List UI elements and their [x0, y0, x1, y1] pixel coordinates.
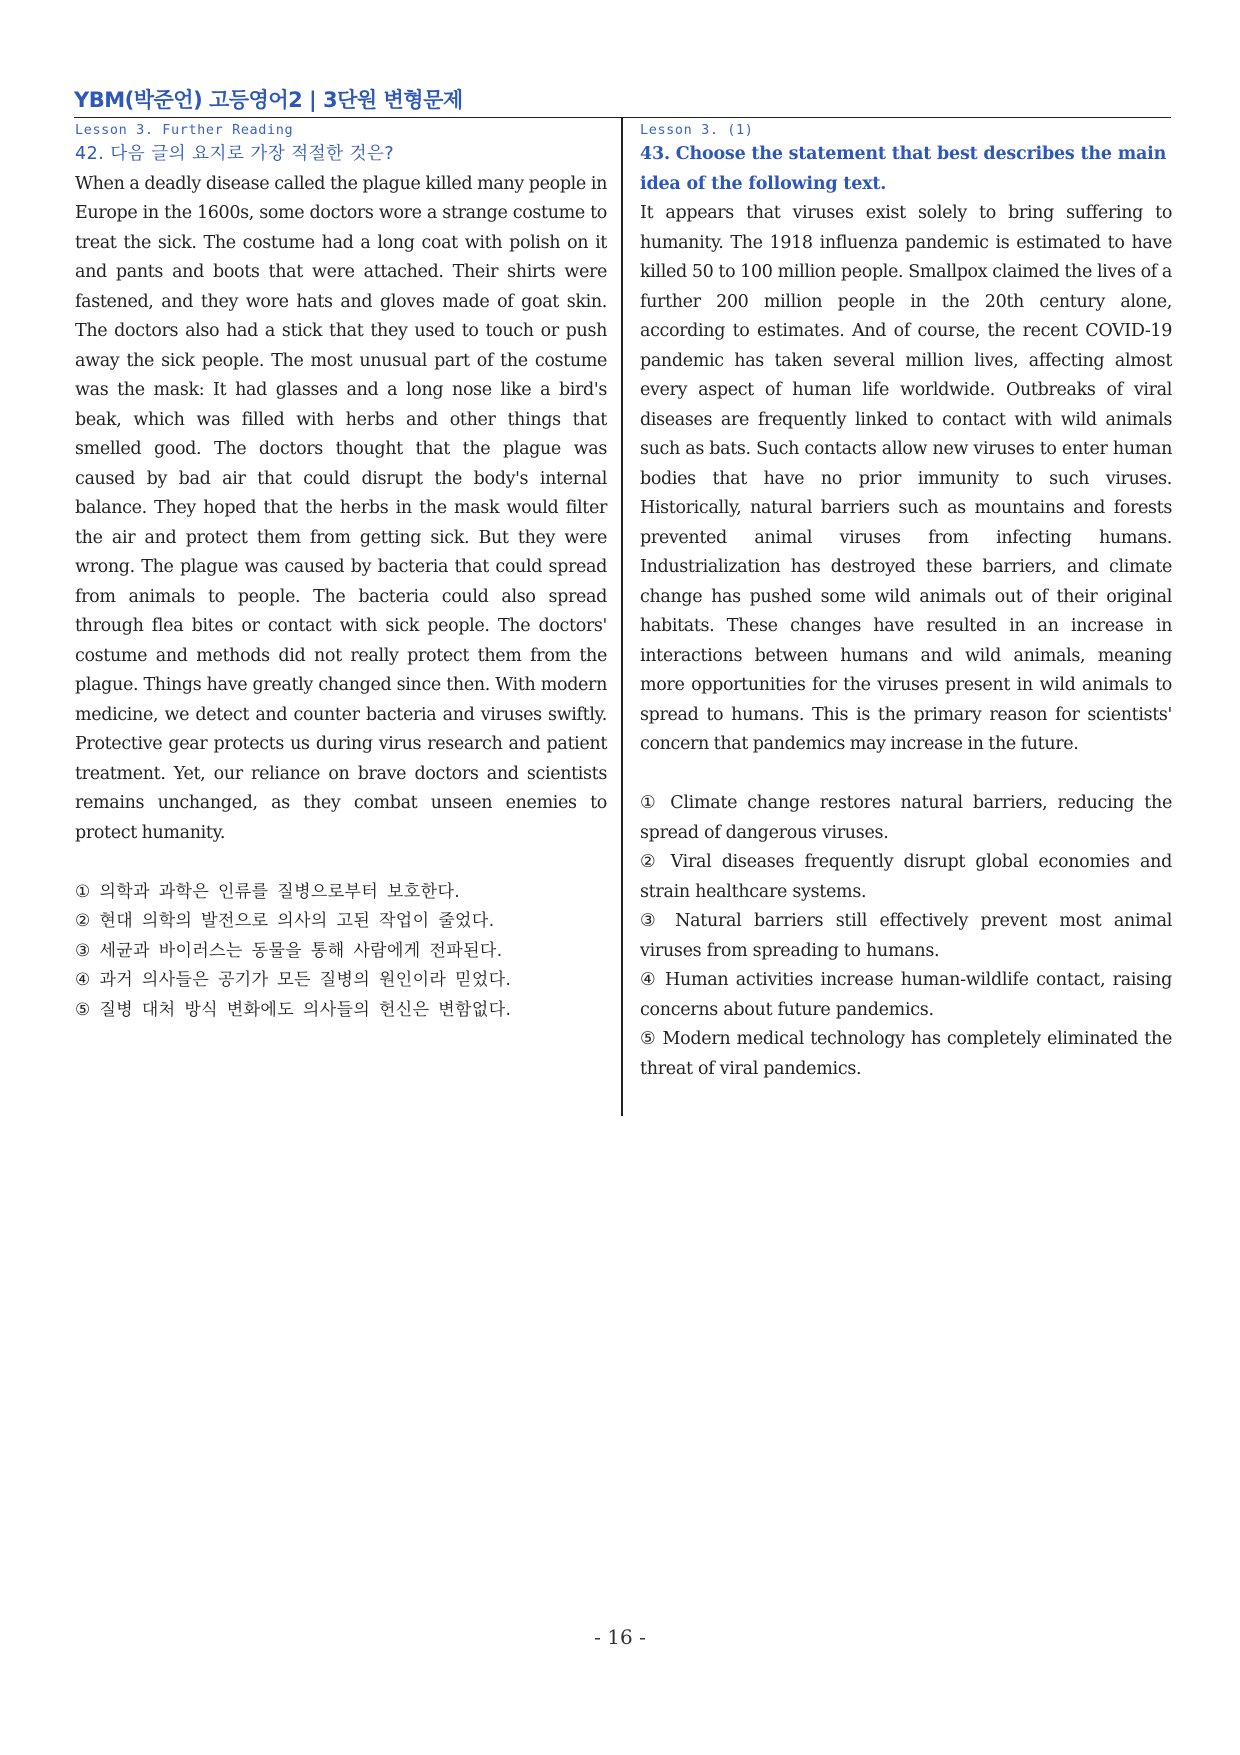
choice-2[interactable]: ② Viral diseases frequently disrupt global economies and strain healthcare systems.: [640, 852, 1172, 902]
choice-5[interactable]: ⑤ Modern medical technology has completely eliminated the threat of viral pandemics.: [640, 1029, 1172, 1079]
question-43-passage: It appears that viruses exist solely to bring suffering to humanity. The 1918 influenza pandemic is estimated to have killed 50 to 100 million people. Smallpox claimed the lives of a further 200 million people in the 20th century alone, according to estimates. And of course, the recent COVID-19 pandemic has taken several million lives, affecting almost every aspect of human life worldwide. Outbreaks of viral diseases are frequently linked to contact with wild animals such as bats. Such contacts allow new viruses to enter human bodies that have no prior immunity to such viruses. Historically, natural barriers such as mountains and forests prevented animal viruses from infecting humans. Industrialization has destroyed these barriers, and climate change has pushed some wild animals out of their original habitats. These changes have resulted in an increase in interactions between humans and wild animals, meaning more opportunities for the viruses present in wild animals to spread to humans. This is the primary reason for scientists' concern that pandemics may increase in the future.: [640, 203, 1172, 754]
choice-4[interactable]: ④ Human activities increase human-wildlife contact, raising concerns about future pandemics.: [640, 970, 1172, 1020]
choice-3[interactable]: ③ 세균과 바이러스는 동물을 통해 사람에게 전파된다.: [75, 940, 503, 961]
choice-1[interactable]: ① Climate change restores natural barriers, reducing the spread of dangerous viruses.: [640, 793, 1172, 843]
question-42-column: [75, 120, 607, 1025]
question-43-title: 43. Choose the statement that best describes the main idea of the following text.: [640, 144, 1167, 194]
question-43-choices: [640, 789, 1172, 1084]
question-43-column: [640, 120, 1172, 1084]
page-title: YBM(박준언) 고등영어2 | 3단원 변형문제: [74, 88, 463, 112]
question-42-choices: [75, 878, 607, 1026]
column-divider: [621, 117, 623, 1116]
question-42-passage: When a deadly disease called the plague killed many people in Europe in the 1600s, some doctors wore a strange costume to treat the sick. The costume had a long coat with polish on it and pants and boots that were attached. Their shirts were fastened, and they wore hats and gloves made of goat skin. The doctors also had a stick that they used to touch or push away the sick people. The most unusual part of the costume was the mask: It had glasses and a long nose like a bird's beak, which was filled with herbs and other things that smelled good. The doctors thought that the plague was caused by bad air that could disrupt the body's internal balance. They hoped that the herbs in the mask would filter the air and protect them from getting sick. But they were wrong. The plague was caused by bacteria that could spread from animals to people. The bacteria could also spread through flea bites or contact with sick people. The doctors' costume and methods did not really protect them from the plague. Things have greatly changed since then. With modern medicine, we detect and counter bacteria and viruses swiftly. Protective gear protects us during virus research and patient treatment. Yet, our reliance on brave doctors and scientists remains unchanged, as they combat unseen enemies to protect humanity.: [75, 173, 607, 843]
lesson-label: Lesson 3. (1): [640, 122, 754, 138]
question-42-title: 42. 다음 글의 요지로 가장 적절한 것은?: [75, 144, 395, 164]
page-number: - 16 -: [594, 1625, 646, 1649]
choice-5[interactable]: ⑤ 질병 대처 방식 변화에도 의사들의 헌신은 변함없다.: [75, 999, 512, 1020]
choice-2[interactable]: ② 현대 의학의 발전으로 의사의 고된 작업이 줄었다.: [75, 911, 495, 931]
lesson-label: Lesson 3. Further Reading: [75, 122, 294, 138]
choice-4[interactable]: ④ 과거 의사들은 공기가 모든 질병의 원인이라 믿었다.: [75, 970, 512, 990]
choice-3[interactable]: ③ Natural barriers still effectively prevent most animal viruses from spreading to humans.: [640, 911, 1172, 961]
choice-1[interactable]: ① 의학과 과학은 인류를 질병으로부터 보호한다.: [75, 881, 461, 902]
